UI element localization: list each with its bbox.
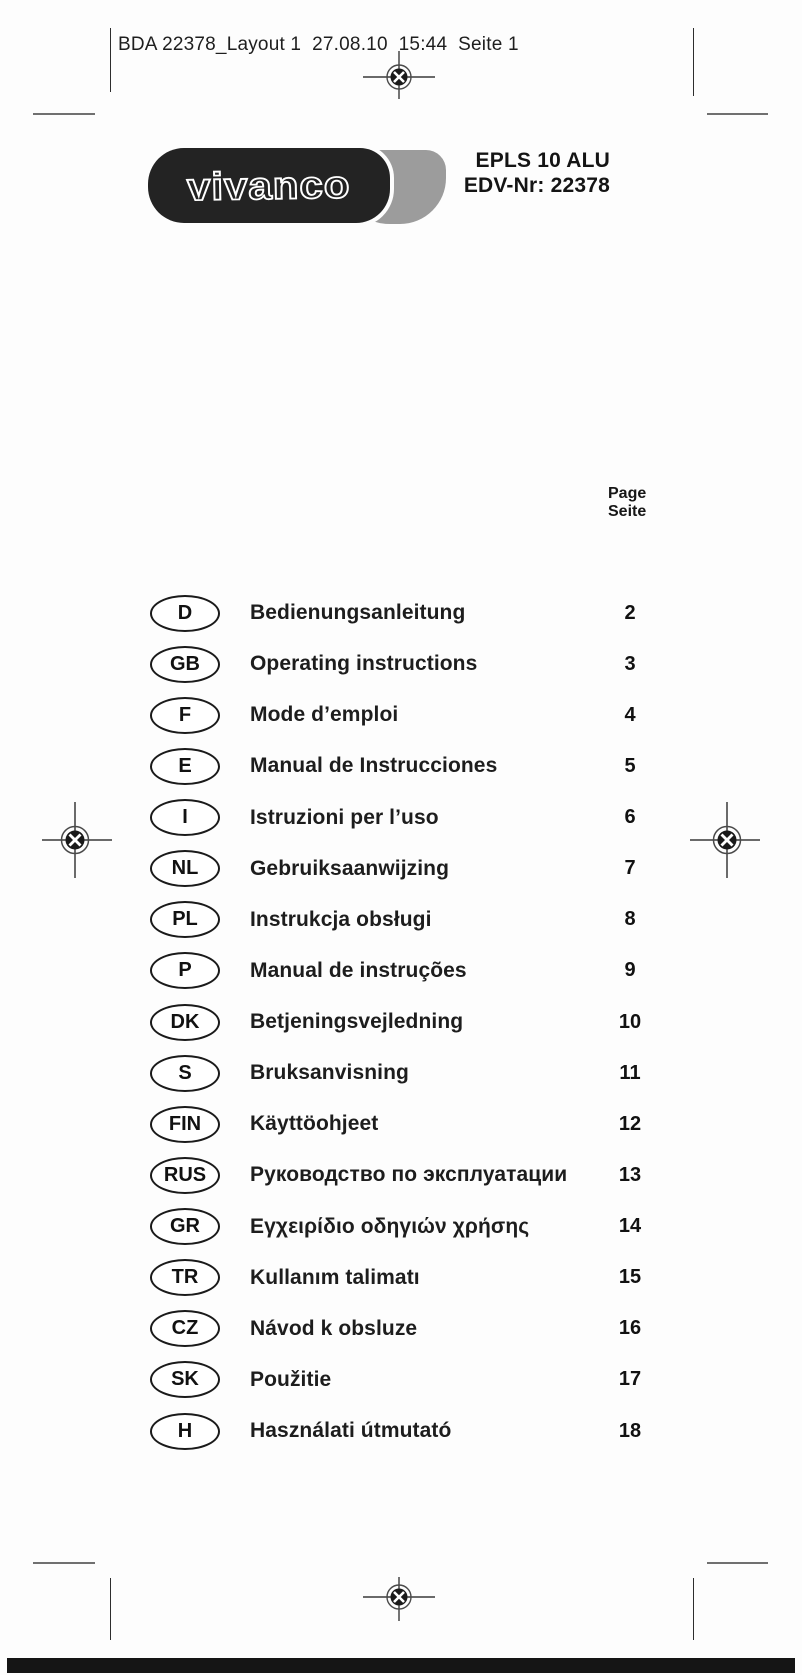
registration-mark-icon xyxy=(687,800,767,880)
toc-row xyxy=(150,745,662,787)
toc-entry-title: Kullanım talimatı xyxy=(250,1265,420,1289)
toc-row xyxy=(150,1052,662,1094)
toc-entry-title: Instrukcja obsługi xyxy=(250,907,432,931)
toc-row xyxy=(150,1206,662,1248)
toc-row xyxy=(150,1154,662,1196)
toc-entry-title: Návod k obsluze xyxy=(250,1316,418,1340)
toc-entry-page-number: 8 xyxy=(624,908,636,931)
toc-entry-page-number: 5 xyxy=(624,754,636,777)
bottom-print-bar xyxy=(7,1658,795,1673)
crop-mark-tick xyxy=(33,113,95,115)
language-code-badge: H xyxy=(150,1413,220,1450)
toc-entry-page-number: 9 xyxy=(624,959,636,982)
language-code-badge: RUS xyxy=(150,1157,220,1194)
language-code-badge: TR xyxy=(150,1259,220,1296)
language-code-badge: FIN xyxy=(150,1106,220,1143)
toc-entry-page-number: 16 xyxy=(618,1317,642,1340)
language-code-badge: GR xyxy=(150,1208,220,1245)
toc-row xyxy=(150,950,662,992)
crop-mark-line xyxy=(693,1578,694,1640)
toc-entry-title: Manual de Instrucciones xyxy=(250,754,498,778)
language-code-badge: SK xyxy=(150,1361,220,1398)
crop-mark-line xyxy=(110,28,111,92)
toc-entry-page-number: 10 xyxy=(618,1010,642,1033)
toc-list xyxy=(150,592,662,1452)
language-code-badge: I xyxy=(150,799,220,836)
toc-entry-page-number: 2 xyxy=(624,601,636,624)
product-name: EPLS 10 ALU xyxy=(475,149,610,172)
toc-entry-title: Istruzioni per l’uso xyxy=(250,805,439,829)
language-code-badge: F xyxy=(150,697,220,734)
registration-mark-icon xyxy=(359,1557,439,1637)
toc-row xyxy=(150,694,662,736)
language-code-badge: PL xyxy=(150,901,220,938)
product-number: EDV-Nr: 22378 xyxy=(463,174,610,197)
language-code-badge: CZ xyxy=(150,1310,220,1347)
toc-row xyxy=(150,1103,662,1145)
language-code-badge: GB xyxy=(150,646,220,683)
toc-row xyxy=(150,797,662,839)
toc-column-header-line2: Seite xyxy=(608,503,647,520)
crop-mark-line xyxy=(110,1578,111,1640)
product-info xyxy=(400,148,610,198)
registration-mark-icon xyxy=(35,800,115,880)
toc-entry-page-number: 14 xyxy=(618,1215,642,1237)
language-code-badge: E xyxy=(150,748,220,785)
toc-entry-title: Betjeningsvejledning xyxy=(250,1010,464,1033)
toc-entry-page-number: 6 xyxy=(624,806,636,828)
crop-mark-tick xyxy=(707,1562,768,1564)
toc-entry-title: Operating instructions xyxy=(250,652,478,676)
toc-entry-title: Bruksanvisning xyxy=(250,1061,409,1085)
toc-entry-page-number: 17 xyxy=(618,1368,642,1391)
toc-entry-title: Bedienungsanleitung xyxy=(250,601,466,624)
toc-row xyxy=(150,1257,662,1299)
crop-mark-tick xyxy=(707,113,768,115)
language-code-badge: NL xyxy=(150,850,220,887)
toc-row xyxy=(150,899,662,941)
language-code-badge: P xyxy=(150,952,220,989)
toc-entry-page-number: 11 xyxy=(619,1061,641,1084)
toc-entry-title: Εγχειρίδιο οδηγιών χρήσης xyxy=(250,1214,530,1238)
crop-mark-tick xyxy=(33,1562,95,1564)
language-code-badge: D xyxy=(150,595,220,632)
toc-entry-page-number: 15 xyxy=(618,1266,642,1289)
toc-entry-title: Mode d’emploi xyxy=(250,703,399,727)
toc-entry-page-number: 3 xyxy=(624,652,636,675)
logo-wordmark: vivanco xyxy=(186,162,352,208)
toc-entry-page-number: 18 xyxy=(618,1419,642,1442)
toc-entry-title: Manual de instruções xyxy=(250,958,467,982)
toc-column-header-line1: Page xyxy=(608,485,647,502)
toc-entry-page-number: 12 xyxy=(618,1112,642,1135)
toc-row xyxy=(150,1308,662,1350)
toc-row xyxy=(150,1001,662,1043)
toc-entry-title: Használati útmutató xyxy=(250,1419,452,1442)
toc-entry-title: Použitie xyxy=(250,1367,332,1391)
registration-mark-icon xyxy=(359,37,439,117)
toc-row xyxy=(150,643,662,685)
language-code-badge: S xyxy=(150,1055,220,1092)
proof-header-text: BDA 22378_Layout 1 27.08.10 15:44 Seite 1 xyxy=(118,34,519,55)
toc-column-header xyxy=(608,485,646,521)
toc-entry-title: Gebruiksaanwijzing xyxy=(250,856,450,880)
toc-entry-title: Käyttöohjeet xyxy=(250,1112,379,1136)
toc-row xyxy=(150,1410,662,1452)
toc-entry-title: Руководство по эксплуатации xyxy=(250,1163,568,1187)
toc-entry-page-number: 7 xyxy=(624,857,636,880)
toc-row xyxy=(150,848,662,890)
language-code-badge: DK xyxy=(150,1004,220,1041)
crop-mark-line xyxy=(693,28,694,96)
toc-row xyxy=(150,1359,662,1401)
toc-entry-page-number: 13 xyxy=(618,1163,642,1186)
logo-pill-shape xyxy=(148,148,390,223)
toc-row xyxy=(150,592,662,634)
toc-entry-page-number: 4 xyxy=(624,703,636,726)
